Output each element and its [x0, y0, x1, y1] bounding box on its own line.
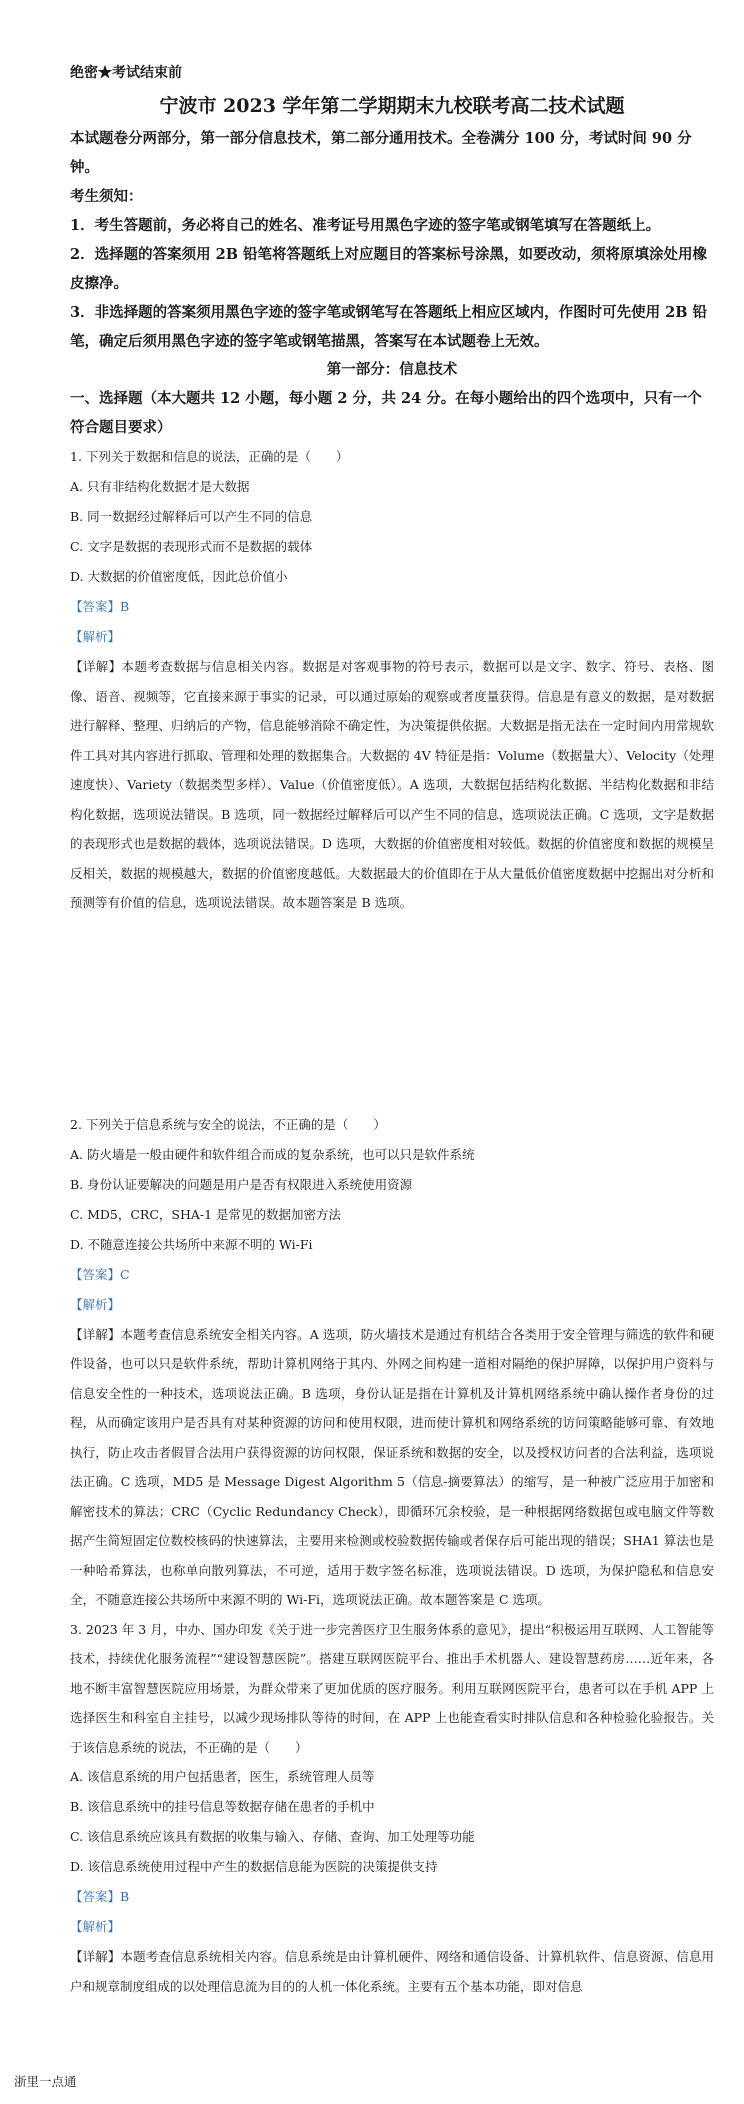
- footer-source: 浙里一点通: [14, 2074, 77, 2089]
- option-d: D. 大数据的价值密度低，因此总价值小: [70, 569, 288, 584]
- option-a: A. 该信息系统的用户包括患者，医生，系统管理人员等: [70, 1769, 375, 1784]
- secret-mark: 绝密★考试结束前: [70, 65, 182, 81]
- detail-explanation: 【详解】本题考查信息系统相关内容。信息系统是由计算机硬件、网络和通信设备、计算机软件、信息资源、信息用户和规章制度组成的以处理信息流为目的的人机一体化系统。主要有五个基本功能，即对信息: [70, 1949, 714, 1994]
- analysis-label: 【解析】: [70, 629, 121, 644]
- option-d: D. 该信息系统使用过程中产生的数据信息能为医院的决策提供支持: [70, 1859, 438, 1874]
- option-a: A. 只有非结构化数据才是大数据: [70, 479, 250, 494]
- option-b: B. 同一数据经过解释后可以产生不同的信息: [70, 509, 313, 524]
- question-stem: 2. 下列关于信息系统与安全的说法，不正确的是（ ）: [70, 1116, 386, 1132]
- exam-title: 宁波市 2023 学年第二学期期末九校联考高二技术试题: [159, 95, 625, 117]
- question-2: [70, 1110, 714, 1615]
- option-c: C. 该信息系统应该具有数据的收集与输入、存储、查询、加工处理等功能: [70, 1829, 475, 1844]
- blank-space: [70, 918, 714, 1110]
- option-b: B. 身份认证要解决的问题是用户是否有权限进入系统使用资源: [70, 1176, 413, 1192]
- exam-intro: 本试题卷分两部分，第一部分信息技术，第二部分通用技术。全卷满分 100 分，考试时间 90 分钟。: [70, 130, 692, 176]
- analysis-label: 【解析】: [70, 1919, 121, 1934]
- question-stem: 3. 2023 年 3 月，中办、国办印发《关于进一步完善医疗卫生服务体系的意见》，提出“积极运用互联网、人工智能等技术，持续优化服务流程”“建设智慧医院”。搭建互联网医院平台、推出手术机器人、建设智慧药房……近年来，各地不断丰富智慧医院应用场景，为群众带来了更加优质的医疗服务。利用互联网医院平台，患者可以在手机 APP 上选择医生和科室自主挂号，以减少现场排队等待的时间，在 APP 上也能查看实时排队信息和各种检验化验报告。关于该信息系统的说法，不正确的是（ ）: [70, 1621, 714, 1755]
- option-a: A. 防火墙是一般由硬件和软件组合而成的复杂系统，也可以只是软件系统: [70, 1146, 475, 1162]
- notice-item-3: 3．非选择题的答案须用黑色字迹的签字笔或钢笔写在答题纸上相应区域内，作图时可先使用 2B 铅笔，确定后须用黑色字迹的签字笔或钢笔描黑，答案写在本试题卷上无效。: [70, 304, 708, 350]
- answer-label: 【答案】B: [70, 599, 130, 614]
- option-c: C. MD5，CRC，SHA-1 是常见的数据加密方法: [70, 1206, 342, 1222]
- answer-label: 【答案】B: [70, 1889, 130, 1904]
- notice-title: 考生须知：: [70, 188, 143, 205]
- notice-item-1: 1．考生答题前，务必将自己的姓名、准考证号用黑色字迹的签字笔或钢笔填写在答题纸上。: [70, 217, 661, 234]
- detail-explanation: 【详解】本题考查数据与信息相关内容。数据是对客观事物的符号表示，数据可以是文字、数字、符号、表格、图像、语音、视频等，它直接来源于事实的记录，可以通过原始的观察或者度量获得。信息是有意义的数据，是对数据进行解释、整理、归纳后的产物，信息能够消除不确定性，为决策提供依据。大数据是指无法在一定时间内用常规软件工具对其内容进行抓取、管理和处理的数据集合。大数据的 4V 特征是指：Volume（数据量大）、Velocity（处理速度快）、Variety（数据类型多样）、Value（价值密度低）。A 选项，大数据包括结构化数据、半结构化数据和非结构化数据，选项说法错误。B 选项，同一数据经过解释后可以产生不同的信息，选项说法正确。C 选项，文字是数据的表现形式也是数据的载体，选项说法错误。D 选项，大数据的价值密度相对较低。数据的价值密度和数据的规模呈反相关，数据的规模越大，数据的价值密度越低。大数据最大的价值即在于从大量低价值密度数据中挖掘出对分析和预测等有价值的信息，选项说法错误。故本题答案是 B 选项。: [70, 659, 714, 910]
- question-1: [70, 442, 714, 918]
- detail-explanation: 【详解】本题考查信息系统安全相关内容。A 选项，防火墙技术是通过有机结合各类用于安全管理与筛选的软件和硬件设备，也可以只是软件系统，帮助计算机网络于其内、外网之间构建一道相对隔绝的保护屏障，以保护用户资料与信息安全性的一种技术，选项说法正确。B 选项，身份认证是指在计算机及计算机网络系统中确认操作者身份的过程，从而确定该用户是否具有对某种资源的访问和使用权限，进而使计算机和网络系统的访问策略能够可靠、有效地执行，防止攻击者假冒合法用户获得资源的访问权限，保证系统和数据的安全，以及授权访问者的合法利益，选项说法正确。C 选项，MD5 是 Message Digest Algorithm 5（信息-摘要算法）的缩写，是一种被广泛应用于加密和解密技术的算法；CRC（Cyclic Redundancy Check），即循环冗余校验，是一种根据网络数据包或电脑文件等数据产生简短固定位数校核码的快速算法，主要用来检测或校验数据传输或者保存后可能出现的错误；SHA1 算法也是一种哈希算法，也称单向散列算法，不可逆，适用于数字签名标准，选项说法错误。D 选项，为保护隐私和信息安全，不随意连接公共场所中来源不明的 Wi-Fi，选项说法正确。故本题答案是 C 选项。: [70, 1326, 714, 1607]
- section1-heading: 一、选择题（本大题共 12 小题，每小题 2 分，共 24 分。在每小题给出的四个选项中，只有一个符合题目要求）: [70, 390, 702, 436]
- option-d: D. 不随意连接公共场所中来源不明的 Wi-Fi: [70, 1236, 313, 1252]
- option-b: B. 该信息系统中的挂号信息等数据存储在患者的手机中: [70, 1799, 375, 1814]
- document-body: [70, 62, 714, 2001]
- question-stem: 1. 下列关于数据和信息的说法，正确的是（ ）: [70, 449, 349, 464]
- analysis-label: 【解析】: [70, 1296, 121, 1312]
- part1-title: 第一部分：信息技术: [326, 361, 458, 378]
- option-c: C. 文字是数据的表现形式而不是数据的载体: [70, 539, 313, 554]
- question-3: [70, 1615, 714, 2002]
- notice-item-2: 2．选择题的答案须用 2B 铅笔将答题纸上对应题目的答案标号涂黑，如要改动，须将原填涂处用橡皮擦净。: [70, 246, 708, 292]
- answer-label: 【答案】C: [70, 1266, 130, 1282]
